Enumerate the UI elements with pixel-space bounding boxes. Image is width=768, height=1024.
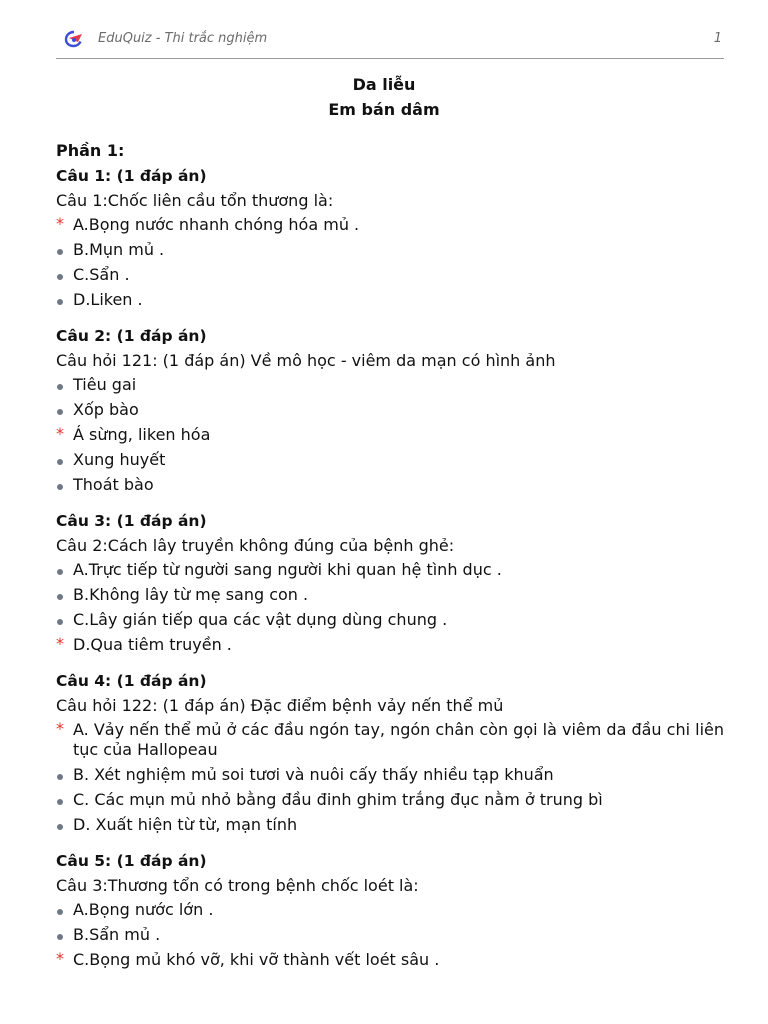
option-text: C. Các mụn mủ nhỏ bằng đầu đinh ghim trắng đục nằm ở trung bì	[73, 790, 603, 809]
question-block	[56, 510, 724, 655]
question-spacer	[56, 500, 724, 510]
answer-option	[56, 925, 724, 945]
answer-option	[56, 765, 724, 785]
bullet-dot	[57, 774, 63, 780]
part-label: Phần 1:	[56, 141, 125, 160]
answer-option	[56, 560, 724, 580]
asterisk-icon	[56, 635, 73, 655]
option-text: C.Bọng mủ khó vỡ, khi vỡ thành vết loét sâu .	[73, 950, 440, 969]
question-spacer	[56, 840, 724, 850]
bullet-dot	[57, 274, 63, 280]
correct-marker: *	[56, 634, 64, 653]
answer-option	[56, 400, 724, 420]
brand-name: EduQuiz - Thi trắc nghiệm	[98, 31, 268, 46]
question-block	[56, 165, 724, 310]
question-block	[56, 850, 724, 970]
correct-marker: *	[56, 424, 64, 443]
bullet-dot-icon	[56, 450, 73, 470]
bullet-dot-icon	[56, 900, 73, 920]
option-text: A.Trực tiếp từ người sang người khi quan hệ tình dục .	[73, 560, 502, 579]
bullet-dot	[57, 909, 63, 915]
option-text: B.Sẩn mủ .	[73, 925, 161, 944]
question-spacer	[56, 660, 724, 670]
answer-option	[56, 900, 724, 920]
bullet-dot	[57, 409, 63, 415]
question-block	[56, 670, 724, 835]
bullet-dot	[57, 799, 63, 805]
option-text: C.Lây gián tiếp qua các vật dụng dùng chung .	[73, 610, 448, 629]
option-text: C.Sẩn .	[73, 265, 130, 284]
bullet-dot-icon	[56, 585, 73, 605]
page-number: 1	[713, 31, 722, 46]
answer-option	[56, 475, 724, 495]
option-text: Á sừng, liken hóa	[73, 425, 211, 444]
bullet-dot	[57, 824, 63, 830]
asterisk-icon	[56, 215, 73, 235]
correct-marker: *	[56, 719, 64, 738]
option-text: A.Bọng nước lớn .	[73, 900, 214, 919]
asterisk-icon	[56, 425, 73, 445]
answer-option-correct	[56, 635, 724, 655]
bullet-dot-icon	[56, 375, 73, 395]
answer-option-correct	[56, 720, 724, 760]
question-text: Câu hỏi 121: (1 đáp án) Về mô học - viêm da mạn có hình ảnh	[56, 351, 556, 370]
bullet-dot-icon	[56, 790, 73, 810]
bullet-dot	[57, 934, 63, 940]
question-heading: Câu 4: (1 đáp án)	[56, 672, 207, 690]
answer-option	[56, 610, 724, 630]
option-text: A. Vảy nến thể mủ ở các đầu ngón tay, ngón chân còn gọi là viêm da đầu chi liên tục của Hallopeau	[73, 720, 724, 759]
question-list	[56, 165, 724, 970]
page-header	[56, 28, 724, 59]
option-text: B.Không lây từ mẹ sang con .	[73, 585, 309, 604]
answer-option	[56, 240, 724, 260]
option-text: Xốp bào	[73, 400, 139, 419]
bullet-dot	[57, 459, 63, 465]
answer-option-correct	[56, 425, 724, 445]
bullet-dot-icon	[56, 560, 73, 580]
asterisk-icon	[56, 950, 73, 970]
answer-option	[56, 790, 724, 810]
option-text: B. Xét nghiệm mủ soi tươi và nuôi cấy thấy nhiều tạp khuẩn	[73, 765, 554, 784]
question-heading: Câu 3: (1 đáp án)	[56, 512, 207, 530]
bullet-dot	[57, 594, 63, 600]
bullet-dot-icon	[56, 265, 73, 285]
bullet-dot	[57, 619, 63, 625]
option-text: D. Xuất hiện từ từ, mạn tính	[73, 815, 298, 834]
bullet-dot-icon	[56, 815, 73, 835]
bullet-dot-icon	[56, 610, 73, 630]
question-heading: Câu 5: (1 đáp án)	[56, 852, 207, 870]
answer-option	[56, 815, 724, 835]
question-block	[56, 325, 724, 495]
answer-option	[56, 585, 724, 605]
eduquiz-logo-icon	[64, 30, 84, 48]
question-heading: Câu 2: (1 đáp án)	[56, 327, 207, 345]
question-text: Câu hỏi 122: (1 đáp án) Đặc điểm bệnh vảy nến thể mủ	[56, 696, 504, 715]
answer-option	[56, 290, 724, 310]
topic-title: Em bán dâm	[328, 100, 440, 119]
bullet-dot	[57, 299, 63, 305]
question-text: Câu 2:Cách lây truyền không đúng của bệnh ghẻ:	[56, 536, 455, 555]
correct-marker: *	[56, 949, 64, 968]
bullet-dot-icon	[56, 240, 73, 260]
bullet-dot-icon	[56, 925, 73, 945]
option-text: Tiêu gai	[73, 375, 137, 394]
answer-option	[56, 265, 724, 285]
question-spacer	[56, 315, 724, 325]
answer-option-correct	[56, 215, 724, 235]
question-text: Câu 3:Thương tổn có trong bệnh chốc loét là:	[56, 876, 419, 895]
subject-title: Da liễu	[352, 75, 416, 94]
bullet-dot-icon	[56, 290, 73, 310]
option-text: Thoát bào	[73, 475, 154, 494]
bullet-dot	[57, 484, 63, 490]
question-heading: Câu 1: (1 đáp án)	[56, 167, 207, 185]
option-text: D.Qua tiêm truyền .	[73, 635, 232, 654]
bullet-dot-icon	[56, 765, 73, 785]
bullet-dot	[57, 384, 63, 390]
bullet-dot	[57, 569, 63, 575]
option-text: B.Mụn mủ .	[73, 240, 165, 259]
option-text: Xung huyết	[73, 450, 166, 469]
asterisk-icon	[56, 720, 73, 740]
bullet-dot	[57, 249, 63, 255]
answer-option	[56, 375, 724, 395]
answer-option-correct	[56, 950, 724, 970]
bullet-dot-icon	[56, 400, 73, 420]
correct-marker: *	[56, 214, 64, 233]
quiz-content	[56, 140, 724, 975]
option-text: D.Liken .	[73, 290, 143, 309]
bullet-dot-icon	[56, 475, 73, 495]
option-text: A.Bọng nước nhanh chóng hóa mủ .	[73, 215, 360, 234]
answer-option	[56, 450, 724, 470]
question-text: Câu 1:Chốc liên cầu tổn thương là:	[56, 191, 334, 210]
